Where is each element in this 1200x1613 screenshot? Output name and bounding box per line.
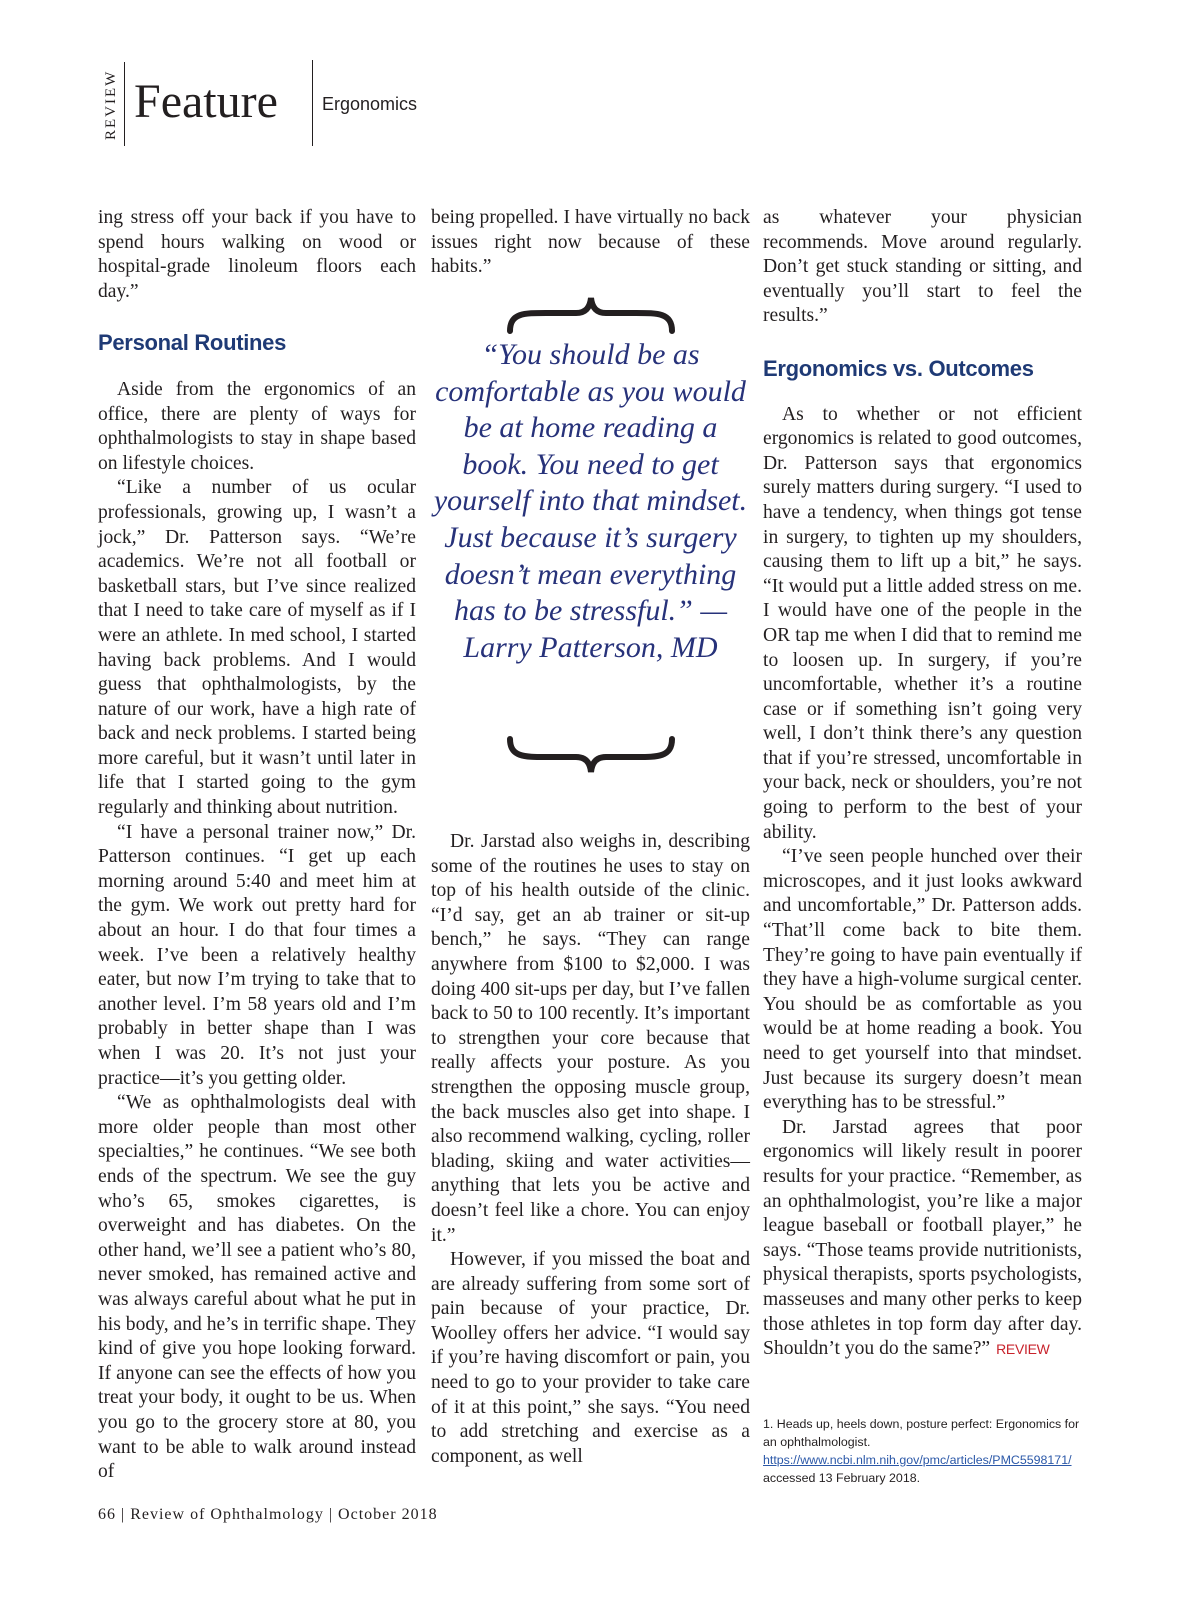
footnote-link[interactable]: https://www.ncbi.nlm.nih.gov/pmc/articles/PMC5598171/ [763, 1453, 1072, 1467]
article-column-2-top [431, 206, 750, 280]
paragraph: However, if you missed the boat and are already suffering from some sort of pain because of your practice, Dr. Woolley offers her advice. “I would say if you’re having discomfort or pain, you need to go to your provider to take care of it at this point,” she says. “You need to add stretching and exercise as a component, as well [431, 1249, 750, 1467]
page-header [98, 60, 698, 150]
page-title: Feature [134, 75, 278, 128]
pull-quote-text: “You should be as comfortable as you would be at home reading a book. You need to get yourself into that mindset. Just because it’s surgery doesn’t mean everything has to be stressful.” —Larry Patterson, MD [433, 338, 748, 664]
page-footer: 66 | Review of Ophthalmology | October 2018 [98, 1506, 438, 1523]
footnote-text: 1. Heads up, heels down, posture perfect: Ergonomics for an ophthalmologist. [763, 1417, 1080, 1449]
paragraph: “Like a number of us ocular professionals, growing up, I wasn’t a jock,” Dr. Patterson says. “We’re academics. We’re not all football or basketball stars, but I’ve since realized that I need to take care of myself as if I were an athlete. In med school, I started having back problems. And I would guess that ophthalmologists, by the nature of our work, have a high rate of back and neck problems. I started being more careful, but it wasn’t until later in life that I started going to the gym regularly and thinking about nutrition. [98, 477, 416, 819]
curly-brace-bottom-icon [506, 735, 676, 775]
section-label: Ergonomics [322, 94, 418, 114]
paragraph-text: Dr. Jarstad agrees that poor ergonomics will likely result in poorer results for your practice. “Remember, as an ophthalmologist, you’re like a major league baseball or football player,” he says. “Those teams provide nutritionists, physical therapists, sports psychologists, masseuses and many other perks to keep those athletes in top form day after day. Shouldn’t you do the same?” [763, 1116, 1082, 1360]
magazine-vertical-label: REVIEW [103, 69, 119, 141]
end-mark: REVIEW [996, 1341, 1050, 1358]
article-column-3 [763, 206, 1082, 1362]
article-column-1 [98, 206, 416, 1485]
footnote [763, 1415, 1082, 1487]
header-divider [124, 62, 125, 146]
paragraph: “I have a personal trainer now,” Dr. Patterson continues. “I get up each morning around 5:40 and meet him at the gym. We work out pretty hard for about an hour. I do that four times a week. I’ve been a relatively healthy eater, but now I’m trying to take that to another level. I’m 58 years old and I’m probably in better shape than I was when I was 20. It’s not just your practice—it’s you getting older. [98, 821, 416, 1089]
paragraph: Dr. Jarstad also weighs in, describing some of the routines he uses to stay on top of his health outside of the clinic. “I’d say, get an ab trainer or sit-up bench,” he says. “They can range anywhere from $100 to $2,000. I was doing 400 sit-ups per day, but I’ve fallen back to 50 to 100 recently. It’s important to strengthen your core because that really affects your posture. As you strengthen the opposing muscle group, the back muscles also get into shape. I also recommend walking, cycling, roller blading, skiing and water activities—anything that lets you be active and doesn’t feel like a chore. You can enjoy it.” [431, 831, 750, 1246]
paragraph: “We as ophthalmologists deal with more older people than most other specialties,” he continues. “We see both ends of the spectrum. We see the guy who’s 65, smokes cigarettes, is overweight and has diabetes. On the other hand, we’ll see a patient who’s 80, never smoked, has remained active and was always careful about what he put in his body, and he’s in terrific shape. They kind of give you hope looking forward. If anyone can see the effects of how you treat your body, it ought to be us. When you go to the grocery store at 80, you want to be able to walk around instead of [98, 1092, 416, 1483]
header-divider [312, 60, 313, 146]
paragraph: ing stress off your back if you have to spend hours walking on wood or hospital-grade linoleum floors each day.” [98, 207, 416, 302]
paragraph [763, 1116, 1082, 1362]
paragraph: “I’ve seen people hunched over their microscopes, and it just looks awkward and uncomfortable,” Dr. Patterson adds. “That’ll come back to bite them. They’re going to have pain eventually if they have a high-volume surgical center. You should be as comfortable as you would be at home reading a book. You need to get yourself into that mindset. Just because its surgery doesn’t mean everything has to be stressful.” [763, 846, 1082, 1114]
article-column-2-bottom [431, 830, 750, 1469]
paragraph: As to whether or not efficient ergonomics is related to good outcomes, Dr. Patterson says that ergonomics surely matters during surgery. “I used to have a tendency, when things got tense in surgery, to tighten up my shoulders, causing them to lift up a bit,” he says. “It would put a little added stress on me. I would have one of the people in the OR tap me when I did that to remind me to loosen up. In surgery, if you’re uncomfortable, whether it’s a routine case or if something isn’t going very well, I don’t think there’s any question that if you’re stressed, uncomfortable in your back, neck or shoulders, you’re not going to perform to the best of your ability. [763, 403, 1082, 843]
section-heading: Ergonomics vs. Outcomes [763, 355, 1034, 381]
paragraph: Aside from the ergonomics of an office, there are plenty of ways for ophthalmologists to stay in shape based on lifestyle choices. [98, 378, 416, 474]
footnote-accessed: accessed 13 February 2018. [763, 1471, 921, 1485]
pull-quote [431, 295, 750, 785]
paragraph: as whatever your physician recommends. Move around regularly. Don’t get stuck standing or sitting, and eventually you’ll start to feel the results.” [763, 207, 1082, 327]
curly-brace-top-icon [506, 295, 676, 335]
paragraph: being propelled. I have virtually no back issues right now because of these habits.” [431, 207, 750, 278]
section-heading: Personal Routines [98, 330, 287, 356]
